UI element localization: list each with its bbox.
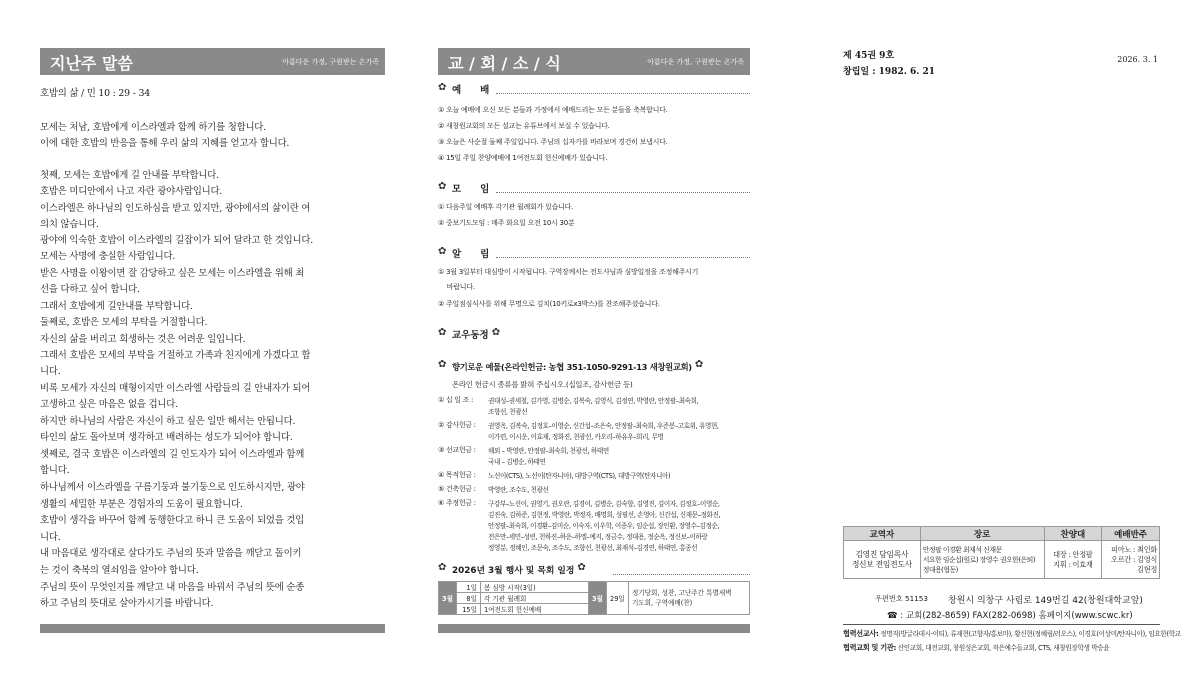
- sermon-line: 하지만 하나님의 사람은 자신이 하고 싶은 일만 해서는 안됩니다.: [40, 416, 296, 427]
- sermon-line: 그래서 호밥에게 길안내를 부탁합니다.: [40, 301, 193, 312]
- section-rule: [496, 93, 750, 94]
- divider: [843, 624, 1160, 625]
- worship-title: 예 배: [452, 85, 490, 96]
- notice-item: ② 주일점심식사를 위해 무명으로 김치(10키로x3박스)를 찬조해주셨습니다.: [438, 300, 660, 308]
- accompanist-role: 김현정: [1137, 564, 1157, 574]
- sermon-line: 선을 다하고 싶어 합니다.: [40, 284, 140, 295]
- offering-note: 온라인 헌금시 종류를 밝혀 주십시오.(십일조, 감사헌금 등): [452, 380, 633, 389]
- accompanist-role: 피아노 : 최인화: [1111, 544, 1157, 554]
- sermon-line: 광야에 익숙한 호밥이 이스라엘의 길잡이가 되어 달라고 한 것입니다.: [40, 235, 313, 246]
- flower-icon: [695, 362, 706, 371]
- meeting-item: ① 다음주일 예배후 각기관 월례회가 있습니다.: [438, 203, 574, 211]
- sermon-line: 셋째로, 결국 호밥은 이스라엘의 길 인도자가 되어 이스라엘과 함께: [40, 449, 305, 460]
- offering-names: 이가련, 이시운, 이효재, 정화진, 천광선, 카오리–하유우–희리, 무명: [488, 433, 664, 441]
- elder-names: 서요한 임순섭(원로) 장영수 권오한(은퇴): [922, 555, 1036, 564]
- schedule-title: 2026년 3월 행사 및 목회 일정: [452, 566, 575, 576]
- meeting-section-heading: [438, 181, 750, 195]
- elders-cell: [920, 541, 1044, 579]
- partner-churches-names: 산인교회, 대전교회, 창원성은교회, 작은예수들교회, CTS, 새창원장학생 박승윤: [897, 644, 1110, 652]
- offering-names: 전은만–세민–성빈, 천하진–하운–하엘–예지, 정금수, 정대용, 정순옥, 정신보–이하랑: [488, 533, 708, 541]
- sermon-line: 하나님께서 이스라엘을 구름기둥과 불기둥으로 인도하시지만, 광야: [40, 482, 305, 493]
- offering-names: 권대성–권세철, 김가영, 김병순, 김복숙, 김영식, 김정연, 박영란, 안정팔–최숙희,: [488, 397, 699, 405]
- flower-icon: [438, 249, 449, 258]
- notice-section-heading: [438, 246, 750, 260]
- sermon-line: 호밥은 미디안에서 나고 자란 광야사람입니다.: [40, 186, 223, 197]
- choir-role: 지휘 : 이효재: [1053, 559, 1093, 569]
- sermon-line: 자신의 삶을 버리고 희생하는 것은 어려운 일입니다.: [40, 334, 246, 345]
- choir-cell: [1044, 541, 1102, 579]
- partner-churches: [843, 642, 1109, 653]
- notice-item: 바랍니다.: [438, 283, 475, 291]
- sermon-line: 하고 주님의 뜻대로 살아가시기를 바랍니다.: [40, 598, 214, 609]
- schedule-section-heading: [438, 563, 750, 577]
- news-header-title: 교 / 회 / 소 / 식: [448, 54, 561, 73]
- notice-item: ① 3월 3일부터 대심방이 시작됩니다. 구역장께서는 전도사님과 심방일정을 조정해주시기: [438, 268, 699, 276]
- sermon-line: 니다.: [40, 532, 61, 543]
- worship-item: ④ 15일 주일 찬양예배에 1여전도회 헌신예배가 있습니다.: [438, 154, 608, 162]
- flower-icon: [577, 565, 588, 574]
- schedule-day: 1일: [456, 582, 480, 593]
- offering-names: 해외 – 박영란, 안정팔–최숙희, 천광선, 하태연: [488, 447, 609, 455]
- schedule-day: 8일: [456, 593, 480, 604]
- founded-date: 창립일 : 1982. 6. 21: [843, 67, 936, 77]
- offering-category: ⑤ 건축헌금 :: [438, 485, 476, 493]
- news-footer-bar: [438, 624, 750, 633]
- offering-category: ⑥ 주정헌금 :: [438, 499, 476, 507]
- members-title: 교우동정: [452, 330, 489, 341]
- sermon-line: 비록 모세가 자신의 매형이지만 이스라엘 사람들의 길 안내자가 되어: [40, 383, 311, 394]
- meeting-item: ② 중보기도모임 : 매주 화요일 오전 10시 30분: [438, 219, 575, 227]
- offering-category: ① 십 일 조 :: [438, 396, 474, 404]
- offering-names: 안정팔–최숙희, 이경환–김미순, 이숙자, 이우학, 이종우, 임순섭, 장인환, 장영수–김정순,: [488, 522, 720, 530]
- sermon-line: 타인의 삶도 돌아보며 생각하고 배려하는 성도가 되어야 합니다.: [40, 432, 293, 443]
- offering-names: 구강부–노선이, 권영기, 권오란, 김경이, 김병순, 김숙향, 김영진, 김이자, 김정호–이영순,: [488, 500, 720, 508]
- postal-code: 우편번호 51153: [875, 594, 928, 603]
- offering-category: ② 감사헌금 :: [438, 421, 476, 429]
- partner-missionaries-label: 협력선교사:: [843, 629, 879, 638]
- staff-header: 장로: [920, 527, 1044, 541]
- sermon-line: 첫째, 모세는 호밥에게 길 안내를 부탁합니다.: [40, 170, 219, 181]
- sermon-line: 는 것이 축복의 열쇠임을 알아야 합니다.: [40, 565, 199, 576]
- worship-item: ① 오늘 예배에 오신 모든 분들과 가정에서 예배드리는 모든 분들을 축복합니다.: [438, 106, 668, 114]
- staff-table: [843, 526, 1160, 579]
- schedule-event-multiline: [628, 582, 749, 615]
- issue-date: 2026. 3. 1: [1117, 55, 1158, 64]
- sermon-line: 합니다.: [40, 465, 70, 476]
- news-header-bar: [438, 48, 750, 75]
- news-header-subtitle: 아름다운 가정, 구원받는 온가족: [647, 58, 744, 66]
- members-section-heading: [438, 327, 750, 341]
- schedule-table: [438, 581, 750, 615]
- offering-category: ③ 선교헌금 :: [438, 446, 476, 454]
- offering-names: 김진숙, 김하준, 김현정, 박영란, 박정자, 배명희, 성필선, 손영아, 신간섭, 신재문–정화진,: [488, 511, 721, 519]
- meeting-title: 모 임: [452, 184, 490, 195]
- sermon-line: 그래서 호밥은 모세의 부탁을 거절하고 가족과 친지에게 가겠다고 합: [40, 350, 311, 361]
- worship-item: ③ 오늘은 사순절 둘째 주일입니다. 주님의 십자가를 바라보며 경건히 보냅시다.: [438, 138, 668, 146]
- flower-icon: [492, 330, 503, 339]
- offering-section-heading: [438, 361, 750, 375]
- schedule-event: 정기당회, 성찬, 고난주간 특별새벽: [631, 589, 732, 597]
- flower-icon: [438, 184, 449, 193]
- partner-missionaries-names: 정명직(방글라데시-이티), 류재현(고향자/홍보마), 황신현(정혜림/러오스), 이경호(이상미/탄자니아), 임요한(학교: [880, 630, 1181, 638]
- church-address: 창원시 의창구 사림로 149번길 42(창원대학교앞): [948, 596, 1143, 606]
- sermon-line: 둘째로, 호밥은 모세의 부탁을 거절합니다.: [40, 317, 208, 328]
- schedule-month: 3월: [439, 582, 457, 615]
- schedule-day: 29일: [606, 582, 628, 615]
- partner-churches-label: 협력교회 및 기관:: [843, 643, 896, 652]
- flower-icon: [438, 565, 449, 574]
- flower-icon: [438, 330, 449, 339]
- section-rule: [496, 192, 750, 193]
- schedule-event: 1여전도회 헌신예배: [480, 604, 588, 615]
- partner-missionaries: [843, 628, 1181, 639]
- sermon-header-title: 지난주 말씀: [50, 54, 133, 73]
- choir-role: 대장 : 안정팔: [1053, 549, 1093, 559]
- sermon-scripture: 호밥의 삶 / 민 10 : 29 - 34: [40, 88, 150, 99]
- schedule-event: 봄 심방 시작(3일): [480, 582, 588, 593]
- flower-icon: [438, 362, 449, 371]
- sermon-line: 이스라엘은 하나님의 인도하심을 받고 있지만, 광야에서의 삶이란 여: [40, 203, 311, 214]
- offering-names: 정영분, 정혜인, 조문숙, 조수도, 조향선, 천광선, 최재석–김경연, 하태연, 홍종선: [488, 544, 698, 552]
- sermon-header-subtitle: 아름다운 가정, 구원받는 온가족: [282, 58, 379, 66]
- offering-names: 조향선, 천광선: [488, 408, 528, 416]
- sermon-line: 내 마음대로 생각대로 살다가도 주님의 뜻과 말씀을 깨닫고 돌이키: [40, 548, 302, 559]
- worship-section-heading: [438, 82, 750, 96]
- section-rule: [496, 257, 750, 258]
- elder-names: 안정팔 이경환 최재석 신재문: [922, 545, 1002, 554]
- schedule-event: 각 기관 월례회: [480, 593, 588, 604]
- offering-names: 노선이(CTS), 노선이(탄자니아), 대방구역(CTS), 대방구역(탄자니아): [488, 472, 671, 480]
- sermon-footer-bar: [40, 624, 385, 633]
- sermon-line: 모세는 처남, 호밥에게 이스라엘과 함께 하기를 청합니다.: [40, 122, 266, 133]
- section-rule: [613, 574, 750, 575]
- volume-number: 제 45권 9호: [843, 51, 895, 61]
- staff-header: 교역자: [844, 527, 921, 541]
- sermon-line: 고생하고 싶은 마음은 없을 겁니다.: [40, 399, 178, 410]
- sermon-line: 받은 사명을 이왕이면 잘 감당하고 싶은 모세는 이스라엘을 위해 최: [40, 268, 305, 279]
- schedule-event: 기도회, 구역예배(찬): [631, 599, 693, 607]
- sermon-line: 호밥이 생각을 바꾸어 함께 동행한다고 하니 큰 도움이 되었을 것입: [40, 515, 305, 526]
- worship-item: ② 새창원교회의 모든 설교는 유튜브에서 보실 수 있습니다.: [438, 122, 610, 130]
- sermon-line: 니다.: [40, 366, 61, 377]
- schedule-month: 3월: [588, 582, 606, 615]
- sermon-header-bar: [40, 48, 385, 75]
- sermon-line: 이에 대한 호밥의 반응을 통해 우리 삶의 지혜를 얻고자 합니다.: [40, 138, 290, 149]
- sermon-line: 모세는 사명에 충실한 사람입니다.: [40, 251, 176, 262]
- offering-title: 향기로운 예물(온라인헌금: 농협 351-1050-9291-13 새창원교회): [452, 362, 692, 372]
- notice-title: 알 림: [452, 249, 490, 260]
- offering-names: 박영란, 조수도, 천광선: [488, 486, 549, 494]
- accompanist-cell: [1102, 541, 1160, 579]
- offering-category: ④ 목적헌금 :: [438, 471, 476, 479]
- offering-names: 권영옥, 김복숙, 김정호–이영순, 신간섭–조은숙, 안정팔–최숙희, 우준봉–고효위, 유영현,: [488, 422, 719, 430]
- staff-header: 찬양대: [1044, 527, 1102, 541]
- staff-header: 예배반주: [1102, 527, 1160, 541]
- sermon-line: 생활의 세밀한 부분은 경험자의 도움이 필요합니다.: [40, 499, 243, 510]
- clergy-cell: [844, 541, 921, 579]
- flower-icon: [438, 85, 449, 94]
- elder-names: 정대용(협동): [922, 565, 958, 574]
- offering-names: 국내 – 김병순, 하태연: [488, 458, 546, 466]
- sermon-line: 의치 않습니다.: [40, 219, 99, 230]
- accompanist-role: 오르간 : 김영식: [1111, 554, 1157, 564]
- contact-line: ☎ : 교회(282-8659) FAX(282-0698) 홈페이지(www.scwc.kr): [887, 611, 1133, 621]
- clergy-name: 정신보 전임전도사: [851, 559, 912, 569]
- sermon-line: 주님의 뜻이 무엇인지를 깨닫고 내 마음을 바꿔서 주님의 뜻에 순종: [40, 582, 305, 593]
- clergy-name: 김영진 담임목사: [855, 549, 909, 559]
- schedule-day: 15일: [456, 604, 480, 615]
